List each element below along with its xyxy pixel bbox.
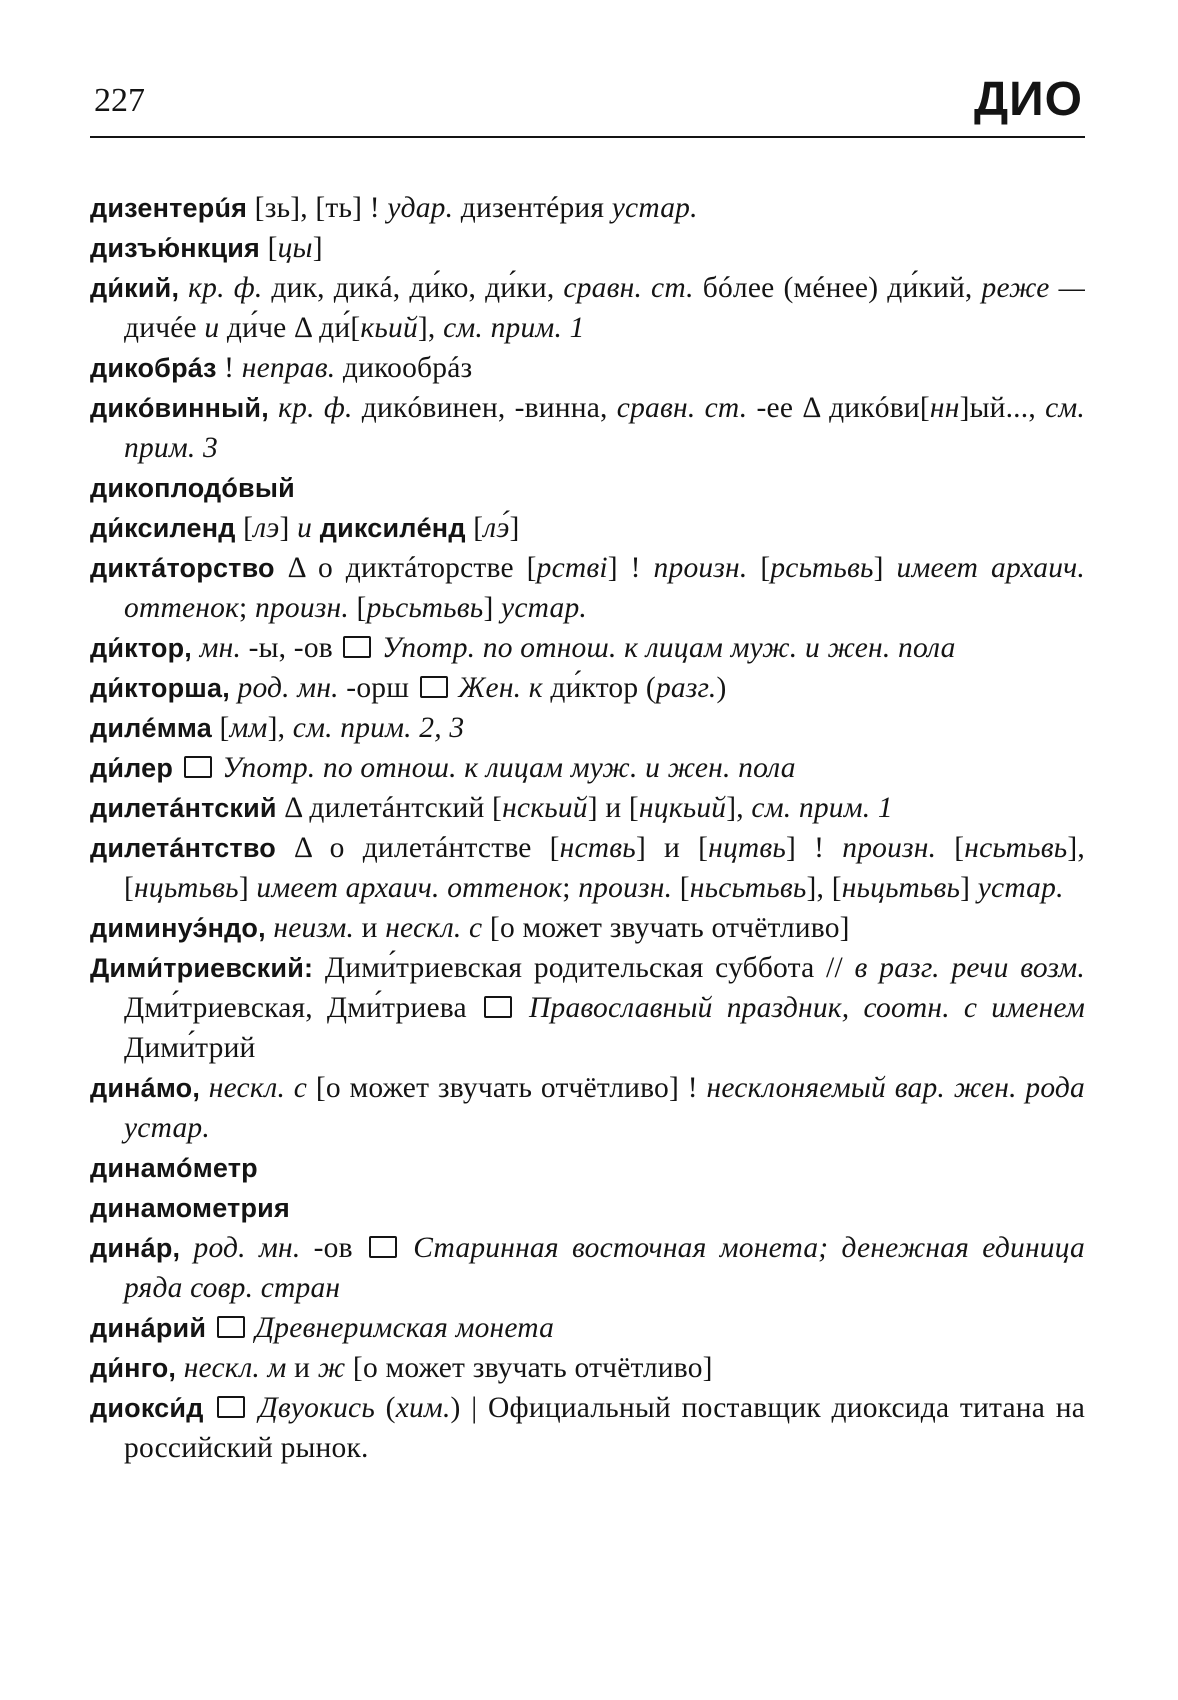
italic-note: разг.	[655, 672, 717, 704]
entry-text: [	[747, 552, 771, 584]
entry-text: ]	[483, 592, 502, 624]
definition-box-icon	[420, 676, 448, 698]
entry-text: ] !	[786, 832, 843, 864]
italic-note: удар.	[387, 192, 454, 224]
entry-text: ]	[279, 512, 298, 544]
italic-note: см. прим. 1	[751, 792, 893, 824]
entry-text: ди́ктор (	[542, 672, 656, 704]
entry-text: ]	[509, 512, 520, 544]
dictionary-entry	[90, 628, 1085, 668]
entry-text: [	[348, 592, 367, 624]
headword: ди́нго,	[90, 1353, 177, 1383]
entry-text	[204, 1392, 215, 1424]
entry-text: [о может звучать отчётливо]	[345, 1352, 713, 1384]
entry-text: Δ о дилетáнтстве [	[275, 832, 560, 864]
headword: диокси́д	[90, 1393, 204, 1423]
entry-text: дичéе	[124, 312, 205, 344]
entry-text: ], [т	[290, 192, 339, 224]
entry-text: )	[716, 672, 727, 704]
italic-note: Старинная восточная монета; денежная единица ряда совр. стран	[124, 1232, 1085, 1304]
italic-note: и	[297, 512, 313, 544]
italic-note: Употр. по отнош. к лицам муж. и жен. пола	[214, 752, 796, 784]
entry-text: Дими́триевская родительская суббота //	[313, 952, 855, 984]
entry-text: ь	[338, 192, 353, 224]
dictionary-entry	[90, 788, 1085, 828]
italic-note: кр. ф.	[268, 392, 353, 424]
entry-text: Δ о диктáторстве [	[274, 552, 537, 584]
headword: ди́лер	[90, 753, 174, 783]
italic-note: нцкьий	[638, 792, 727, 824]
italic-note: сравн. ст.	[616, 392, 748, 424]
italic-note: ньцьтьвь	[841, 872, 961, 904]
entry-text: ди́че Δ ди́[	[219, 312, 361, 344]
entry-text: дикóвинен, -винна,	[352, 392, 617, 424]
italic-note: имеет архаич. оттенок	[256, 872, 563, 904]
entry-text: -ы, -ов	[241, 632, 341, 664]
entry-text: ) | Официальный поставщик диоксида титана на российский рынок.	[124, 1392, 1085, 1464]
entry-text: ], [	[124, 832, 1086, 904]
dictionary-entry	[90, 508, 1085, 548]
italic-note: рсьтьвь	[770, 552, 874, 584]
entry-text: ]	[960, 872, 978, 904]
dictionary-entry	[90, 1308, 1085, 1348]
definition-box-icon	[217, 1316, 245, 1338]
headword: диксилéнд	[312, 513, 466, 543]
entry-text: ] и [	[587, 792, 639, 824]
italic-note: ньсьтьвь	[689, 872, 807, 904]
entry-text: ] !	[607, 552, 654, 584]
entry-text: [	[211, 712, 230, 744]
headword: дикóвинный,	[90, 393, 269, 423]
italic-note: рстві	[536, 552, 608, 584]
italic-note: Древнеримская монета	[247, 1312, 555, 1344]
entry-text	[206, 1312, 214, 1344]
italic-note: имеет архаич. оттенок	[124, 552, 1085, 624]
entry-text: [о может звучать отчётливо]	[482, 912, 850, 944]
definition-box-icon	[369, 1236, 397, 1258]
italic-note: мн.	[192, 632, 242, 664]
italic-note: произн.	[842, 832, 937, 864]
italic-note: см. прим. 2, 3	[292, 712, 465, 744]
headword: динамометрия	[90, 1193, 290, 1223]
headword: дилéмма	[90, 713, 212, 743]
page-number: 227	[94, 82, 145, 119]
entry-text: [о может звучать отчётливо] !	[307, 1072, 707, 1104]
headword: ди́ктор,	[90, 633, 193, 663]
italic-note: нцтвь	[708, 832, 787, 864]
italic-note: произн.	[255, 592, 349, 624]
entry-text	[173, 752, 181, 784]
dictionary-entry	[90, 748, 1085, 788]
entry-text: [	[260, 232, 278, 264]
italic-note: устар.	[611, 192, 698, 224]
dictionary-entry	[90, 188, 1085, 228]
dictionary-entry	[90, 708, 1085, 748]
headword: ди́кий,	[90, 273, 180, 303]
italic-note: нескл. м	[176, 1352, 287, 1384]
entry-text: бóлее (мéнее) ди́кий,	[693, 272, 982, 304]
entry-text: (	[374, 1392, 396, 1424]
dictionary-entry	[90, 228, 1085, 268]
italic-note: рьсьтьвь	[366, 592, 484, 624]
dictionary-entry	[90, 348, 1085, 388]
italic-note: сравн. ст.	[563, 272, 694, 304]
entry-text: ]ый...,	[959, 392, 1046, 424]
entry-text: Δ дилетáнтский [	[276, 792, 503, 824]
italic-note: неизм.	[265, 912, 355, 944]
entry-text: ], [	[806, 872, 842, 904]
entry-text: ] и [	[635, 832, 709, 864]
dictionary-entry	[90, 1148, 1085, 1188]
dictionary-entry	[90, 828, 1085, 908]
italic-note: кр. ф.	[179, 272, 263, 304]
entry-list	[90, 188, 1085, 1468]
entry-text: ;	[239, 592, 256, 624]
page-header	[90, 70, 1085, 138]
italic-note: род. мн.	[229, 672, 339, 704]
italic-note: Употр. по отнош. к лицам муж. и жен. пола	[374, 632, 956, 664]
italic-note: ж	[317, 1352, 346, 1384]
dictionary-entry	[90, 268, 1085, 348]
dictionary-entry	[90, 948, 1085, 1068]
dictionary-entry	[90, 548, 1085, 628]
italic-note: произн.	[578, 872, 673, 904]
definition-box-icon	[217, 1396, 245, 1418]
italic-note: и	[204, 312, 220, 344]
dictionary-entry	[90, 1068, 1085, 1148]
entry-text: ]	[312, 232, 323, 264]
italic-note: цы	[277, 232, 313, 264]
headword: диминуэ́ндо,	[90, 913, 266, 943]
entry-text: ],	[417, 312, 444, 344]
dictionary-entry	[90, 1348, 1085, 1388]
entry-text: -ее Δ дикóви[	[747, 392, 930, 424]
entry-text: Дми́триевская, Дми́триева	[124, 992, 481, 1024]
entry-text: ] !	[352, 192, 388, 224]
entry-text: дизентéрия	[453, 192, 612, 224]
dictionary-entry	[90, 388, 1085, 468]
italic-note: реже —	[981, 272, 1086, 304]
entry-text: [	[465, 512, 484, 544]
entry-text: ь	[276, 192, 291, 224]
entry-text: [	[672, 872, 690, 904]
entry-text: ]	[873, 552, 897, 584]
italic-note: нескл. с	[385, 912, 483, 944]
entry-text: ],	[726, 792, 752, 824]
italic-note: устар.	[501, 592, 587, 624]
headword: ди́кторша,	[90, 673, 230, 703]
headword: дизентерúя	[90, 193, 248, 223]
headword: дилетáнтство	[90, 833, 276, 863]
italic-note: устар.	[977, 872, 1064, 904]
dictionary-entry	[90, 1228, 1085, 1308]
entry-text: дикообрáз	[335, 352, 473, 384]
entry-text: [з	[247, 192, 277, 224]
italic-note: нескл. с	[200, 1072, 308, 1104]
headword: ди́ксиленд	[90, 513, 236, 543]
italic-note: нскьий	[502, 792, 588, 824]
italic-note: Двуокись	[248, 1392, 375, 1424]
entry-text: Дими́трий	[124, 1032, 256, 1064]
italic-note: нцьтьвь	[134, 872, 239, 904]
headword: Дими́триевский:	[90, 953, 314, 983]
entry-text: !	[216, 352, 242, 384]
italic-note: Православный праздник, соотн. с именем	[514, 992, 1085, 1024]
italic-note: в разг. речи возм.	[854, 952, 1085, 984]
dictionary-entry	[90, 908, 1085, 948]
dictionary-page	[90, 70, 1085, 1468]
dictionary-entry	[90, 668, 1085, 708]
definition-box-icon	[184, 756, 212, 778]
definition-box-icon	[343, 636, 371, 658]
dictionary-entry	[90, 1388, 1085, 1468]
entry-text: [	[936, 832, 965, 864]
italic-note: см. прим. 1	[443, 312, 585, 344]
entry-text: ]	[238, 872, 257, 904]
definition-box-icon	[484, 996, 512, 1018]
headword: динáмо,	[90, 1073, 201, 1103]
entry-text: -ов	[300, 1232, 366, 1264]
headword: дилетáнтский	[90, 793, 277, 823]
italic-note: хим.	[395, 1392, 451, 1424]
italic-note: нн	[929, 392, 960, 424]
italic-note: нсьтьвь	[964, 832, 1068, 864]
headword: дикобрáз	[90, 353, 217, 383]
entry-text: ],	[267, 712, 293, 744]
italic-note: неправ.	[241, 352, 336, 384]
entry-text: ;	[562, 872, 579, 904]
italic-note: род. мн.	[180, 1232, 301, 1264]
entry-text: -орш	[338, 672, 417, 704]
italic-note: см. прим. 3	[124, 392, 1085, 464]
italic-note: мм	[229, 712, 268, 744]
entry-text: дик, дикá, ди́ко, ди́ки,	[262, 272, 564, 304]
dictionary-entry	[90, 468, 1085, 508]
running-head: ДИО	[973, 73, 1083, 126]
entry-text: и	[286, 1352, 318, 1384]
headword: дикоплодóвый	[90, 473, 295, 503]
headword: динамóметр	[90, 1153, 258, 1183]
italic-note: лэ́	[483, 512, 510, 544]
headword: диктáторство	[90, 553, 275, 583]
italic-note: нствь	[559, 832, 636, 864]
entry-text: [	[235, 512, 254, 544]
italic-note: несклоняемый вар. жен. рода устар.	[124, 1072, 1085, 1144]
italic-note: Жен. к	[450, 672, 543, 704]
dictionary-entry	[90, 1188, 1085, 1228]
italic-note: произн.	[653, 552, 748, 584]
italic-note: кьий	[360, 312, 418, 344]
entry-text: и	[354, 912, 386, 944]
headword: динáр,	[90, 1233, 181, 1263]
headword: дизъю́нкция	[90, 233, 260, 263]
italic-note: лэ	[253, 512, 280, 544]
headword: динáрий	[90, 1313, 207, 1343]
